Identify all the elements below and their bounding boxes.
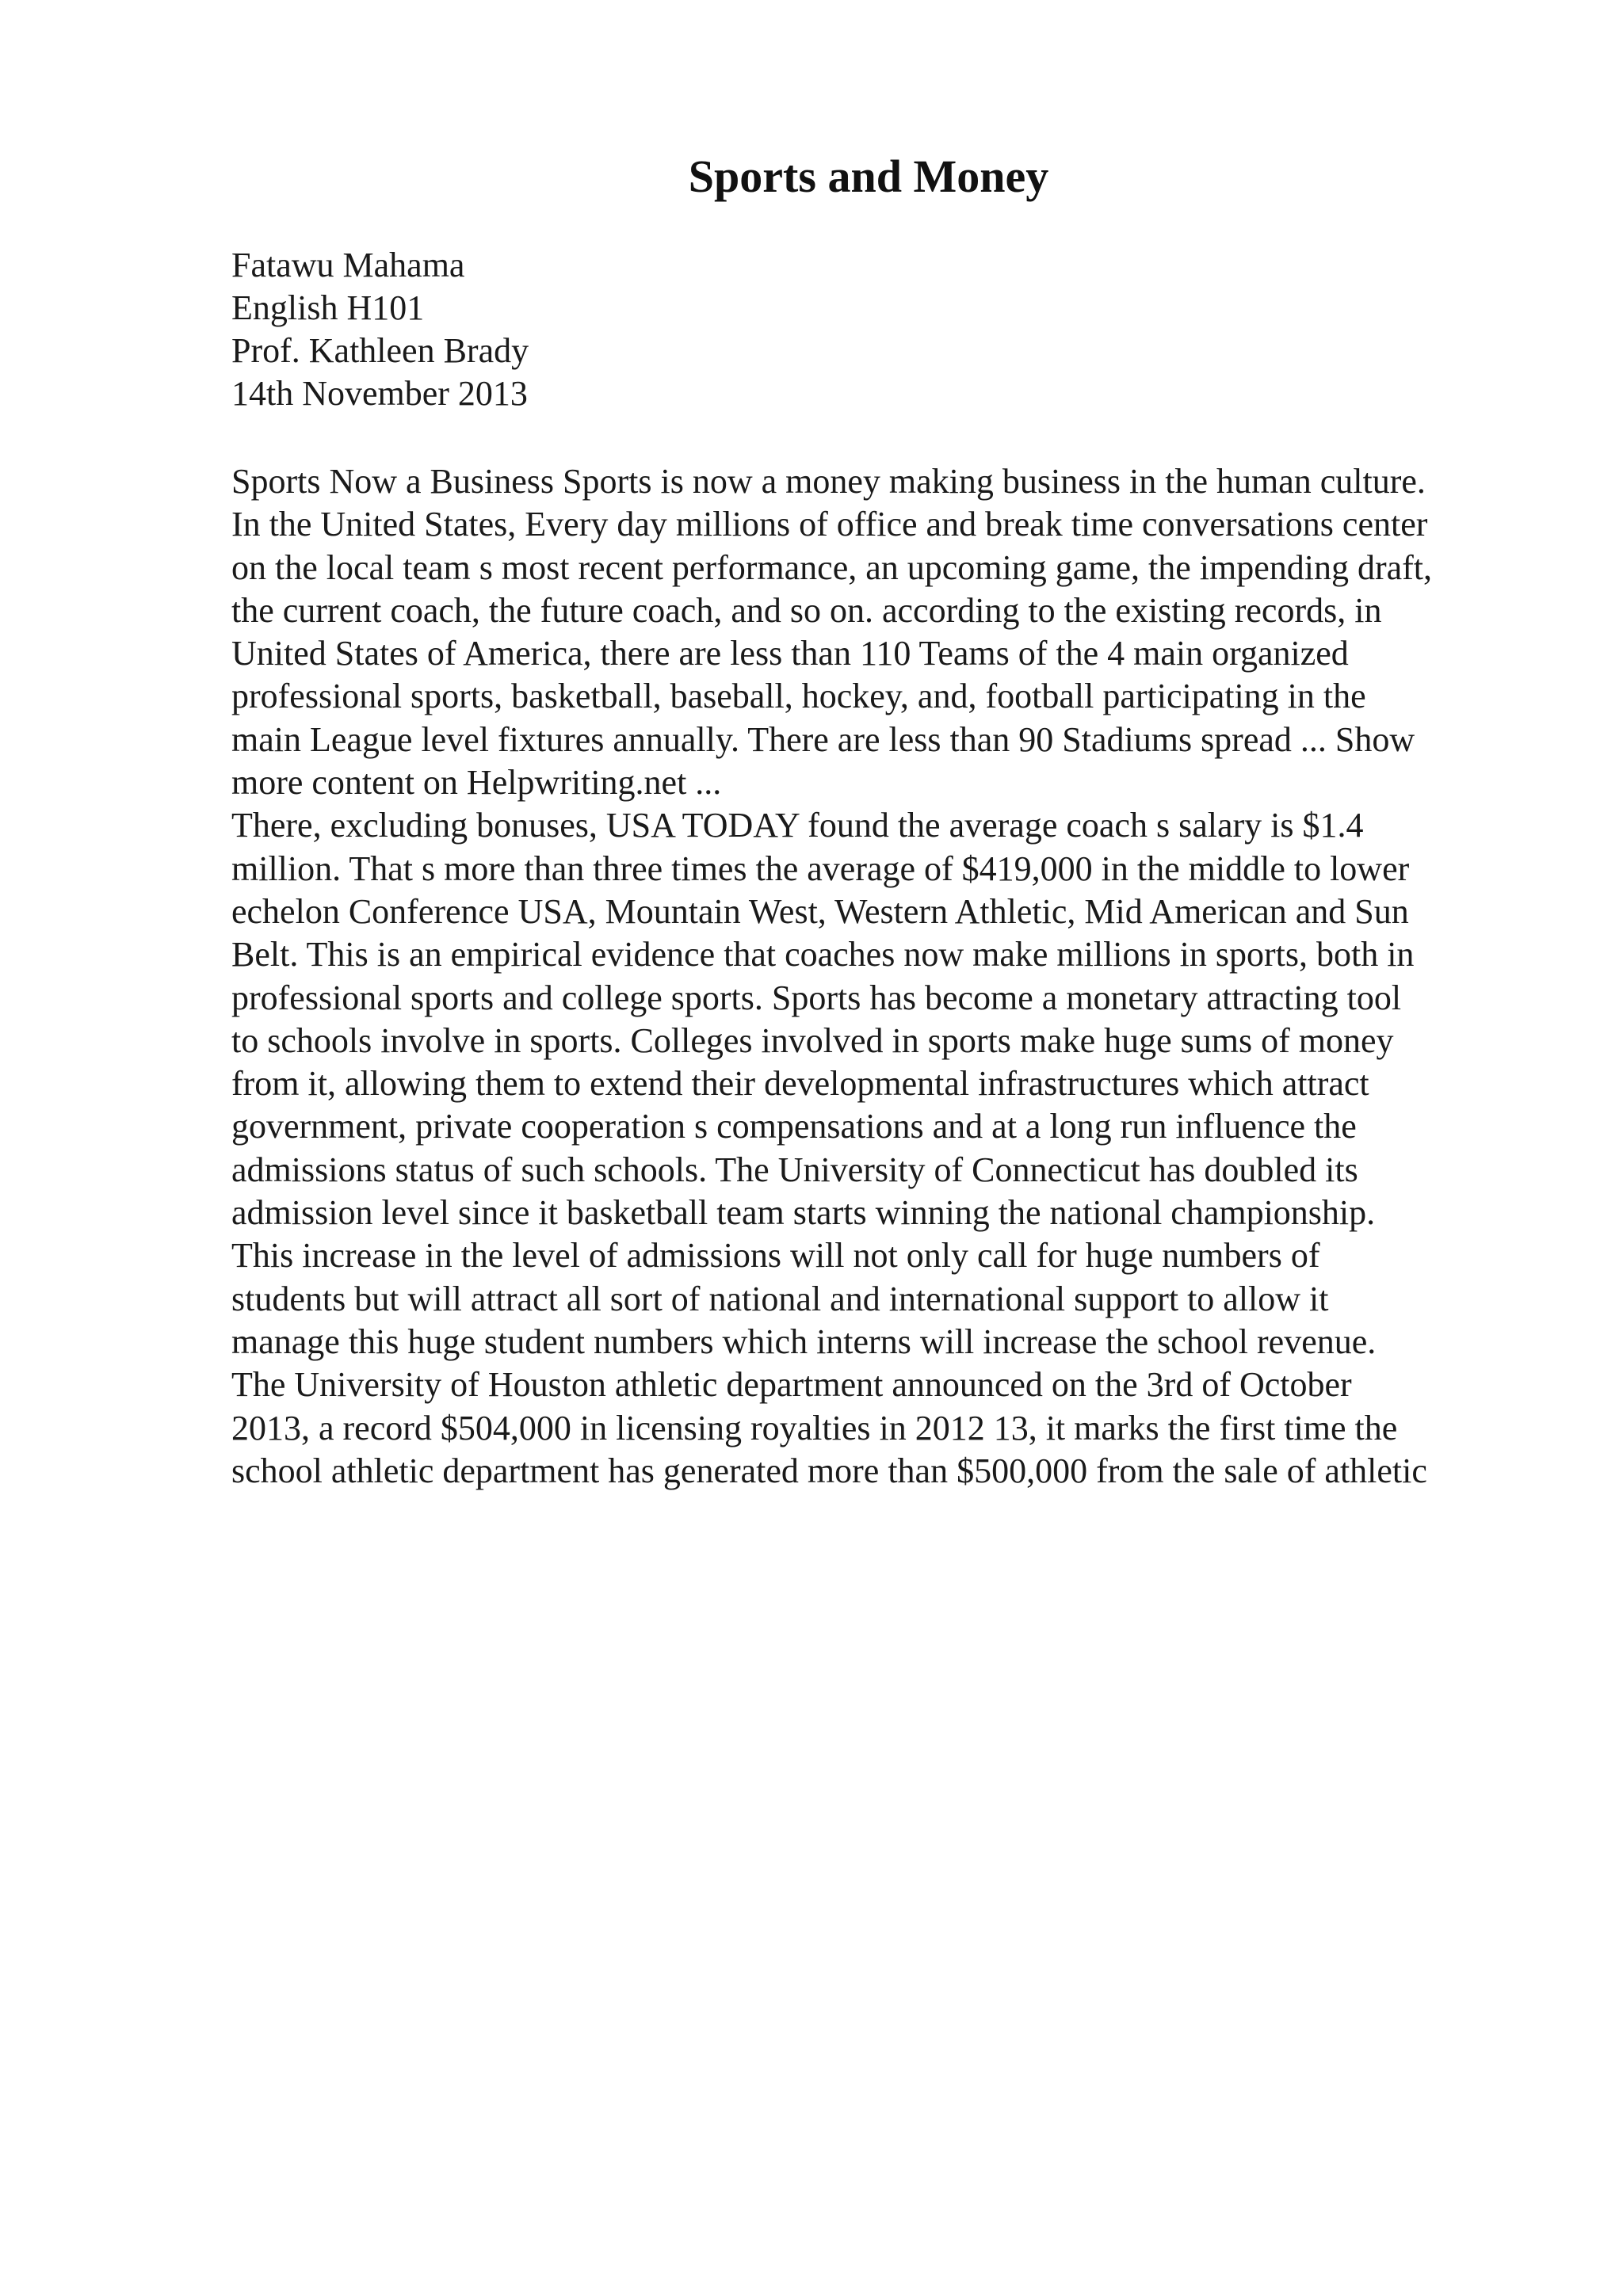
body-line: The University of Houston athletic department announced on the 3rd of October xyxy=(231,1365,1352,1405)
body-line: In the United States, Every day millions of office and break time conversations center xyxy=(231,505,1428,544)
body-line: more content on Helpwriting.net ... xyxy=(231,763,722,803)
body-line: admissions status of such schools. The University of Connecticut has doubled its xyxy=(231,1150,1358,1189)
body-line: professional sports, basketball, baseball, hockey, and, football participating in the xyxy=(231,677,1366,716)
body-line: students but will attract all sort of national and international support to allow it xyxy=(231,1279,1329,1318)
author-name: Fatawu Mahama xyxy=(231,246,465,284)
body-line: million. That s more than three times the average of $419,000 in the middle to lower xyxy=(231,849,1410,888)
body-line: the current coach, the future coach, and so on. according to the existing records, in xyxy=(231,590,1382,630)
body-line: school athletic department has generated more than $500,000 from the sale of athletic xyxy=(231,1451,1427,1490)
body-line: United States of America, there are less than 110 Teams of the 4 main organized xyxy=(231,634,1349,673)
body-line: Sports Now a Business Sports is now a money making business in the human culture. xyxy=(231,462,1426,501)
body-line: 2013, a record $504,000 in licensing royalties in 2012 13, it marks the first time the xyxy=(231,1408,1398,1447)
document-header xyxy=(231,244,529,415)
body-line: professional sports and college sports. Sports has become a monetary attracting tool xyxy=(231,978,1402,1017)
body-line: main League level fixtures annually. There are less than 90 Stadiums spread ... Show xyxy=(231,719,1415,759)
instructor-name: Prof. Kathleen Brady xyxy=(231,331,529,370)
body-line: There, excluding bonuses, USA TODAY found the average coach s salary is $1.4 xyxy=(231,806,1364,845)
document-date: 14th November 2013 xyxy=(231,374,528,413)
body-line: This increase in the level of admissions will not only call for huge numbers of xyxy=(231,1236,1320,1276)
course-name: English H101 xyxy=(231,288,425,327)
body-line: on the local team s most recent performance, an upcoming game, the impending draft, xyxy=(231,547,1433,587)
document-title: Sports and Money xyxy=(688,151,1049,202)
body-line: government, private cooperation s compensations and at a long run influence the xyxy=(231,1107,1357,1146)
body-line: manage this huge student numbers which interns will increase the school revenue. xyxy=(231,1322,1377,1361)
body-line: from it, allowing them to extend their developmental infrastructures which attract xyxy=(231,1064,1369,1104)
body-line: echelon Conference USA, Mountain West, Western Athletic, Mid American and Sun xyxy=(231,891,1409,931)
body-line: Belt. This is an empirical evidence that coaches now make millions in sports, both in xyxy=(231,935,1415,974)
body-text xyxy=(231,460,1515,1493)
body-line: to schools involve in sports. Colleges involved in sports make huge sums of money xyxy=(231,1020,1394,1060)
body-line: admission level since it basketball team starts winning the national championship. xyxy=(231,1193,1376,1233)
